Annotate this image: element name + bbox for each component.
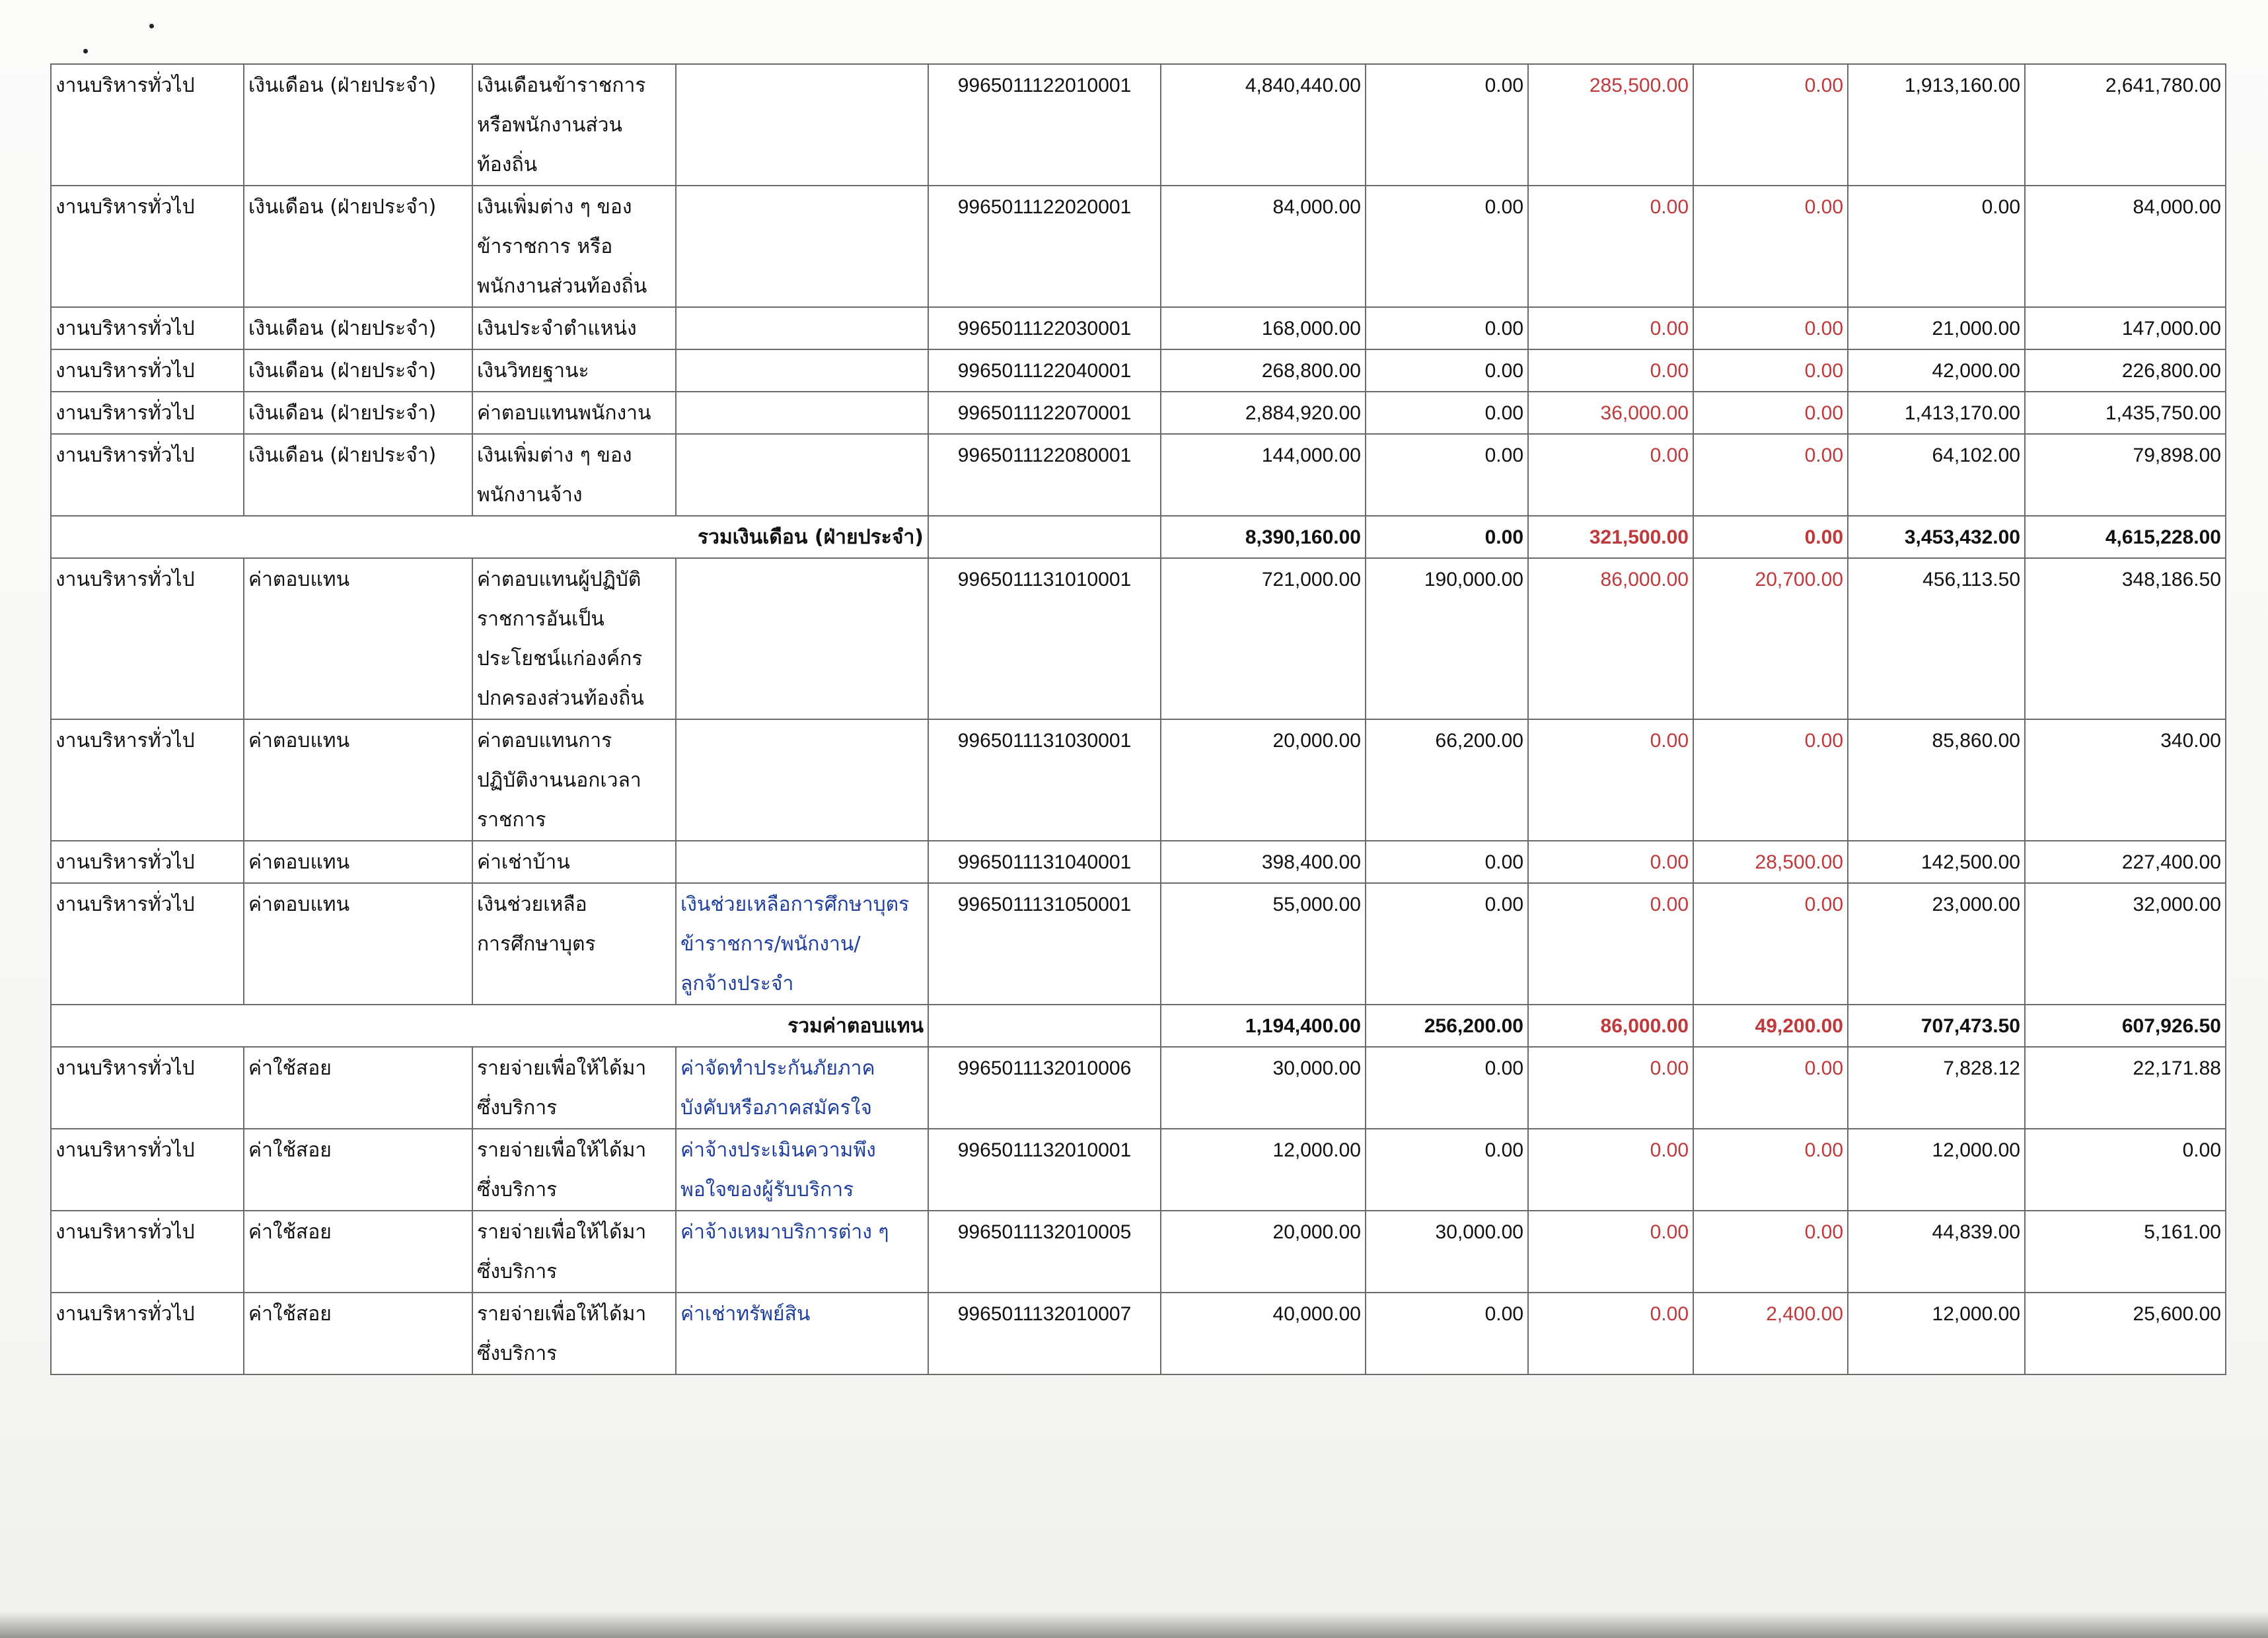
- column-6-cell: 49,200.00: [1693, 1005, 1848, 1047]
- transfer-in-cell: 30,000.00: [1366, 1211, 1528, 1293]
- disbursed-cell: 0.00: [1848, 186, 2025, 307]
- budget-table-body: [51, 64, 2226, 1374]
- transfer-in-cell: 0.00: [1366, 1129, 1528, 1211]
- remaining-cell: 340.00: [2025, 719, 2226, 841]
- item-cell: [472, 841, 676, 883]
- transfer-out-cell: 0.00: [1528, 349, 1693, 392]
- category-cell: เงินเดือน (ฝ่ายประจำ): [244, 186, 472, 307]
- sub-item-cell-line: บังคับหรือภาคสมัครใจ: [680, 1096, 872, 1120]
- column-6-cell: 0.00: [1693, 349, 1848, 392]
- transfer-out-cell: 0.00: [1528, 841, 1693, 883]
- subtotal-label: รวมค่าตอบแทน: [51, 1005, 928, 1047]
- transfer-in-cell: 0.00: [1366, 883, 1528, 1005]
- disbursed-cell: 7,828.12: [1848, 1047, 2025, 1129]
- remaining-cell: 226,800.00: [2025, 349, 2226, 392]
- budget-amount-cell: 8,390,160.00: [1161, 516, 1366, 558]
- remaining-cell: 25,600.00: [2025, 1293, 2226, 1374]
- subtotal-label: รวมเงินเดือน (ฝ่ายประจำ): [51, 516, 928, 558]
- column-6-cell: 2,400.00: [1693, 1293, 1848, 1374]
- item-cell-line: ค่าตอบแทนการ: [477, 729, 612, 752]
- column-6-cell: 0.00: [1693, 883, 1848, 1005]
- budget-amount-cell: 4,840,440.00: [1161, 64, 1366, 186]
- transfer-out-cell: 0.00: [1528, 1047, 1693, 1129]
- transfer-out-cell: 0.00: [1528, 1129, 1693, 1211]
- code-cell: 9965011131010001: [928, 558, 1161, 719]
- item-cell: [472, 392, 676, 434]
- disbursed-cell: 1,413,170.00: [1848, 392, 2025, 434]
- table-row: [51, 1211, 2226, 1293]
- category-cell: เงินเดือน (ฝ่ายประจำ): [244, 349, 472, 392]
- disbursed-cell: 21,000.00: [1848, 307, 2025, 349]
- budget-amount-cell: 1,194,400.00: [1161, 1005, 1366, 1047]
- column-6-cell: 0.00: [1693, 1047, 1848, 1129]
- item-cell-line: ราชการอันเป็น: [477, 608, 604, 631]
- code-cell: 9965011131030001: [928, 719, 1161, 841]
- item-cell: [472, 883, 676, 1005]
- sub-item-cell: [676, 558, 928, 719]
- transfer-out-cell: 285,500.00: [1528, 64, 1693, 186]
- transfer-in-cell: 0.00: [1366, 64, 1528, 186]
- plan-cell: งานบริหารทั่วไป: [51, 558, 244, 719]
- disbursed-cell: 44,839.00: [1848, 1211, 2025, 1293]
- code-cell: 9965011132010001: [928, 1129, 1161, 1211]
- column-6-cell: 0.00: [1693, 307, 1848, 349]
- item-cell: [472, 349, 676, 392]
- plan-cell: งานบริหารทั่วไป: [51, 349, 244, 392]
- category-cell: เงินเดือน (ฝ่ายประจำ): [244, 64, 472, 186]
- sub-item-cell-line: ค่าจ้างประเมินความพึง: [680, 1139, 876, 1162]
- column-6-cell: 0.00: [1693, 516, 1848, 558]
- sub-item-cell: [676, 392, 928, 434]
- remaining-cell: 84,000.00: [2025, 186, 2226, 307]
- item-cell: [472, 719, 676, 841]
- speck-mark: [83, 49, 88, 53]
- transfer-out-cell: 86,000.00: [1528, 1005, 1693, 1047]
- sub-item-cell: [676, 1047, 928, 1129]
- table-row: [51, 64, 2226, 186]
- item-cell-line: เงินเพิ่มต่าง ๆ ของ: [477, 444, 632, 467]
- item-cell: [472, 64, 676, 186]
- sub-item-cell: [676, 64, 928, 186]
- item-cell-line: ประโยชน์แก่องค์กร: [477, 647, 643, 670]
- table-row: [51, 558, 2226, 719]
- code-cell: 9965011131050001: [928, 883, 1161, 1005]
- disbursed-cell: 1,913,160.00: [1848, 64, 2025, 186]
- disbursed-cell: 42,000.00: [1848, 349, 2025, 392]
- item-cell-line: ซึ่งบริการ: [477, 1342, 558, 1365]
- item-cell: [472, 434, 676, 516]
- item-cell: [472, 558, 676, 719]
- plan-cell: งานบริหารทั่วไป: [51, 434, 244, 516]
- transfer-out-cell: 0.00: [1528, 434, 1693, 516]
- disbursed-cell: 456,113.50: [1848, 558, 2025, 719]
- code-cell: 9965011132010007: [928, 1293, 1161, 1374]
- sub-item-cell-line: ค่าเช่าทรัพย์สิน: [680, 1302, 811, 1326]
- plan-cell: งานบริหารทั่วไป: [51, 841, 244, 883]
- item-cell: [472, 1211, 676, 1293]
- item-cell-line: เงินวิทยฐานะ: [477, 359, 589, 382]
- column-6-cell: 0.00: [1693, 186, 1848, 307]
- transfer-out-cell: 36,000.00: [1528, 392, 1693, 434]
- sub-item-cell: [676, 307, 928, 349]
- item-cell: [472, 186, 676, 307]
- sub-item-cell-line: เงินช่วยเหลือการศึกษาบุตร: [680, 893, 910, 916]
- transfer-in-cell: 0.00: [1366, 1293, 1528, 1374]
- item-cell-line: ค่าตอบแทนพนักงาน: [477, 402, 651, 425]
- code-cell: 9965011122080001: [928, 434, 1161, 516]
- code-cell: 9965011122020001: [928, 186, 1161, 307]
- table-row: [51, 186, 2226, 307]
- item-cell-line: ปกครองส่วนท้องถิ่น: [477, 687, 644, 710]
- budget-amount-cell: 20,000.00: [1161, 719, 1366, 841]
- code-cell: 9965011131040001: [928, 841, 1161, 883]
- item-cell-line: รายจ่ายเพื่อให้ได้มา: [477, 1302, 647, 1326]
- column-6-cell: 20,700.00: [1693, 558, 1848, 719]
- column-6-cell: 0.00: [1693, 1211, 1848, 1293]
- plan-cell: งานบริหารทั่วไป: [51, 307, 244, 349]
- sub-item-cell: [676, 1211, 928, 1293]
- item-cell-line: ซึ่งบริการ: [477, 1096, 558, 1120]
- category-cell: ค่าใช้สอย: [244, 1293, 472, 1374]
- code-cell: [928, 1005, 1161, 1047]
- sub-item-cell: [676, 1129, 928, 1211]
- column-6-cell: 28,500.00: [1693, 841, 1848, 883]
- sub-item-cell: [676, 1293, 928, 1374]
- table-row: [51, 719, 2226, 841]
- item-cell-line: ข้าราชการ หรือ: [477, 235, 613, 258]
- code-cell: 9965011132010006: [928, 1047, 1161, 1129]
- item-cell-line: การศึกษาบุตร: [477, 933, 596, 956]
- code-cell: 9965011122070001: [928, 392, 1161, 434]
- plan-cell: งานบริหารทั่วไป: [51, 1211, 244, 1293]
- item-cell: [472, 1129, 676, 1211]
- sub-item-cell: [676, 883, 928, 1005]
- budget-amount-cell: 55,000.00: [1161, 883, 1366, 1005]
- category-cell: เงินเดือน (ฝ่ายประจำ): [244, 434, 472, 516]
- transfer-out-cell: 0.00: [1528, 883, 1693, 1005]
- budget-amount-cell: 268,800.00: [1161, 349, 1366, 392]
- disbursed-cell: 142,500.00: [1848, 841, 2025, 883]
- item-cell-line: รายจ่ายเพื่อให้ได้มา: [477, 1057, 647, 1080]
- item-cell-line: พนักงานส่วนท้องถิ่น: [477, 275, 647, 298]
- item-cell: [472, 1293, 676, 1374]
- sub-item-cell-line: ข้าราชการ/พนักงาน/: [680, 933, 861, 956]
- remaining-cell: 2,641,780.00: [2025, 64, 2226, 186]
- item-cell-line: ซึ่งบริการ: [477, 1260, 558, 1283]
- sub-item-cell-line: ลูกจ้างประจำ: [680, 972, 794, 995]
- column-6-cell: 0.00: [1693, 1129, 1848, 1211]
- transfer-out-cell: 0.00: [1528, 307, 1693, 349]
- budget-amount-cell: 168,000.00: [1161, 307, 1366, 349]
- item-cell-line: เงินประจำตำแหน่ง: [477, 317, 637, 340]
- transfer-out-cell: 0.00: [1528, 719, 1693, 841]
- category-cell: เงินเดือน (ฝ่ายประจำ): [244, 307, 472, 349]
- transfer-in-cell: 0.00: [1366, 392, 1528, 434]
- transfer-in-cell: 0.00: [1366, 841, 1528, 883]
- budget-amount-cell: 84,000.00: [1161, 186, 1366, 307]
- category-cell: ค่าตอบแทน: [244, 558, 472, 719]
- plan-cell: งานบริหารทั่วไป: [51, 719, 244, 841]
- remaining-cell: 0.00: [2025, 1129, 2226, 1211]
- item-cell-line: เงินเดือนข้าราชการ: [477, 74, 646, 97]
- disbursed-cell: 12,000.00: [1848, 1293, 2025, 1374]
- category-cell: ค่าใช้สอย: [244, 1211, 472, 1293]
- budget-amount-cell: 2,884,920.00: [1161, 392, 1366, 434]
- item-cell-line: รายจ่ายเพื่อให้ได้มา: [477, 1221, 647, 1244]
- item-cell-line: ท้องถิ่น: [477, 153, 538, 176]
- disbursed-cell: 3,453,432.00: [1848, 516, 2025, 558]
- subtotal-row: [51, 1005, 2226, 1047]
- transfer-out-cell: 0.00: [1528, 186, 1693, 307]
- transfer-in-cell: 66,200.00: [1366, 719, 1528, 841]
- disbursed-cell: 12,000.00: [1848, 1129, 2025, 1211]
- budget-amount-cell: 144,000.00: [1161, 434, 1366, 516]
- item-cell-line: ราชการ: [477, 808, 546, 832]
- column-6-cell: 0.00: [1693, 64, 1848, 186]
- page-edge-shadow: [0, 1612, 2268, 1638]
- remaining-cell: 607,926.50: [2025, 1005, 2226, 1047]
- sub-item-cell-line: ค่าจัดทำประกันภัยภาค: [680, 1057, 875, 1080]
- subtotal-row: [51, 516, 2226, 558]
- item-cell-line: เงินเพิ่มต่าง ๆ ของ: [477, 196, 632, 219]
- table-row: [51, 841, 2226, 883]
- budget-amount-cell: 12,000.00: [1161, 1129, 1366, 1211]
- disbursed-cell: 707,473.50: [1848, 1005, 2025, 1047]
- transfer-in-cell: 190,000.00: [1366, 558, 1528, 719]
- sub-item-cell: [676, 349, 928, 392]
- transfer-in-cell: 0.00: [1366, 516, 1528, 558]
- item-cell: [472, 307, 676, 349]
- category-cell: ค่าใช้สอย: [244, 1129, 472, 1211]
- category-cell: เงินเดือน (ฝ่ายประจำ): [244, 392, 472, 434]
- column-6-cell: 0.00: [1693, 434, 1848, 516]
- item-cell-line: รายจ่ายเพื่อให้ได้มา: [477, 1139, 647, 1162]
- remaining-cell: 22,171.88: [2025, 1047, 2226, 1129]
- code-cell: 9965011122030001: [928, 307, 1161, 349]
- category-cell: ค่าตอบแทน: [244, 841, 472, 883]
- plan-cell: งานบริหารทั่วไป: [51, 64, 244, 186]
- code-cell: 9965011122040001: [928, 349, 1161, 392]
- plan-cell: งานบริหารทั่วไป: [51, 1129, 244, 1211]
- transfer-in-cell: 0.00: [1366, 349, 1528, 392]
- plan-cell: งานบริหารทั่วไป: [51, 392, 244, 434]
- item-cell-line: พนักงานจ้าง: [477, 483, 583, 507]
- item-cell-line: หรือพนักงานส่วน: [477, 114, 623, 137]
- plan-cell: งานบริหารทั่วไป: [51, 1293, 244, 1374]
- sub-item-cell-line: พอใจของผู้รับบริการ: [680, 1178, 854, 1201]
- code-cell: 9965011132010005: [928, 1211, 1161, 1293]
- column-6-cell: 0.00: [1693, 392, 1848, 434]
- table-row: [51, 434, 2226, 516]
- remaining-cell: 147,000.00: [2025, 307, 2226, 349]
- remaining-cell: 348,186.50: [2025, 558, 2226, 719]
- code-cell: 9965011122010001: [928, 64, 1161, 186]
- table-row: [51, 307, 2226, 349]
- sub-item-cell: [676, 841, 928, 883]
- transfer-in-cell: 0.00: [1366, 307, 1528, 349]
- transfer-out-cell: 86,000.00: [1528, 558, 1693, 719]
- table-row: [51, 349, 2226, 392]
- column-6-cell: 0.00: [1693, 719, 1848, 841]
- speck-mark: [149, 24, 154, 28]
- budget-amount-cell: 20,000.00: [1161, 1211, 1366, 1293]
- disbursed-cell: 64,102.00: [1848, 434, 2025, 516]
- plan-cell: งานบริหารทั่วไป: [51, 883, 244, 1005]
- category-cell: ค่าตอบแทน: [244, 719, 472, 841]
- table-row: [51, 1047, 2226, 1129]
- transfer-out-cell: 321,500.00: [1528, 516, 1693, 558]
- table-row: [51, 392, 2226, 434]
- transfer-out-cell: 0.00: [1528, 1211, 1693, 1293]
- disbursed-cell: 23,000.00: [1848, 883, 2025, 1005]
- transfer-in-cell: 256,200.00: [1366, 1005, 1528, 1047]
- table-row: [51, 1129, 2226, 1211]
- code-cell: [928, 516, 1161, 558]
- item-cell-line: ค่าตอบแทนผู้ปฏิบัติ: [477, 568, 641, 591]
- sub-item-cell: [676, 186, 928, 307]
- remaining-cell: 32,000.00: [2025, 883, 2226, 1005]
- item-cell-line: ซึ่งบริการ: [477, 1178, 558, 1201]
- budget-table: [50, 63, 2226, 1375]
- item-cell-line: เงินช่วยเหลือ: [477, 893, 587, 916]
- item-cell: [472, 1047, 676, 1129]
- budget-amount-cell: 40,000.00: [1161, 1293, 1366, 1374]
- category-cell: ค่าตอบแทน: [244, 883, 472, 1005]
- transfer-in-cell: 0.00: [1366, 434, 1528, 516]
- remaining-cell: 1,435,750.00: [2025, 392, 2226, 434]
- item-cell-line: ปฏิบัติงานนอกเวลา: [477, 769, 641, 792]
- transfer-out-cell: 0.00: [1528, 1293, 1693, 1374]
- sub-item-cell: [676, 719, 928, 841]
- disbursed-cell: 85,860.00: [1848, 719, 2025, 841]
- remaining-cell: 5,161.00: [2025, 1211, 2226, 1293]
- remaining-cell: 227,400.00: [2025, 841, 2226, 883]
- transfer-in-cell: 0.00: [1366, 1047, 1528, 1129]
- transfer-in-cell: 0.00: [1366, 186, 1528, 307]
- remaining-cell: 4,615,228.00: [2025, 516, 2226, 558]
- table-row: [51, 1293, 2226, 1374]
- remaining-cell: 79,898.00: [2025, 434, 2226, 516]
- sub-item-cell-line: ค่าจ้างเหมาบริการต่าง ๆ: [680, 1221, 889, 1244]
- item-cell-line: ค่าเช่าบ้าน: [477, 851, 570, 874]
- plan-cell: งานบริหารทั่วไป: [51, 186, 244, 307]
- budget-amount-cell: 721,000.00: [1161, 558, 1366, 719]
- table-row: [51, 883, 2226, 1005]
- budget-amount-cell: 398,400.00: [1161, 841, 1366, 883]
- sub-item-cell: [676, 434, 928, 516]
- budget-amount-cell: 30,000.00: [1161, 1047, 1366, 1129]
- category-cell: ค่าใช้สอย: [244, 1047, 472, 1129]
- plan-cell: งานบริหารทั่วไป: [51, 1047, 244, 1129]
